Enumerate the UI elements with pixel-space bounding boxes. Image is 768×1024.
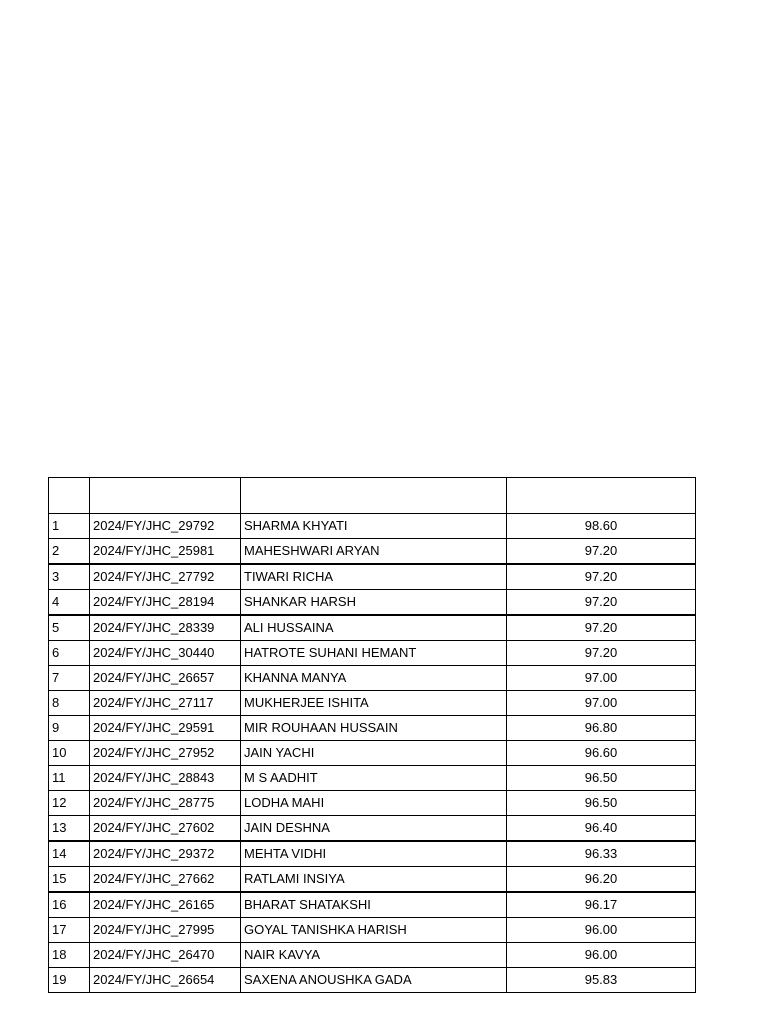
cell-sno: 1 — [49, 514, 90, 539]
cell-score: 98.60 — [507, 514, 696, 539]
cell-sno: 9 — [49, 716, 90, 741]
table-row — [49, 641, 696, 666]
cell-score: 96.60 — [507, 741, 696, 766]
cell-registration: 2024/FY/JHC_27952 — [90, 741, 241, 766]
cell-sno: 10 — [49, 741, 90, 766]
table-header — [49, 478, 696, 514]
cell-score: 97.20 — [507, 641, 696, 666]
cell-score: 97.20 — [507, 590, 696, 616]
table-row — [49, 564, 696, 590]
cell-registration: 2024/FY/JHC_26165 — [90, 892, 241, 918]
table-row — [49, 968, 696, 993]
cell-sno: 7 — [49, 666, 90, 691]
cell-sno: 15 — [49, 867, 90, 893]
cell-registration: 2024/FY/JHC_28843 — [90, 766, 241, 791]
cell-sno: 18 — [49, 943, 90, 968]
table-row — [49, 514, 696, 539]
cell-sno: 13 — [49, 816, 90, 842]
cell-score: 96.33 — [507, 841, 696, 867]
cell-name: NAIR KAVYA — [241, 943, 507, 968]
cell-registration: 2024/FY/JHC_26657 — [90, 666, 241, 691]
results-table — [48, 477, 696, 993]
cell-name: MIR ROUHAAN HUSSAIN — [241, 716, 507, 741]
cell-score: 96.50 — [507, 791, 696, 816]
table-row — [49, 766, 696, 791]
cell-name: HATROTE SUHANI HEMANT — [241, 641, 507, 666]
cell-score: 96.20 — [507, 867, 696, 893]
cell-sno: 11 — [49, 766, 90, 791]
cell-name: KHANNA MANYA — [241, 666, 507, 691]
table-row — [49, 539, 696, 565]
table-row — [49, 816, 696, 842]
cell-score: 97.20 — [507, 539, 696, 565]
table-row — [49, 943, 696, 968]
cell-score: 97.00 — [507, 691, 696, 716]
cell-registration: 2024/FY/JHC_30440 — [90, 641, 241, 666]
cell-name: SHARMA KHYATI — [241, 514, 507, 539]
cell-registration: 2024/FY/JHC_26654 — [90, 968, 241, 993]
cell-sno: 16 — [49, 892, 90, 918]
table-row — [49, 666, 696, 691]
table-row — [49, 791, 696, 816]
cell-sno: 6 — [49, 641, 90, 666]
table-row — [49, 615, 696, 641]
header-cell-registration — [90, 478, 241, 514]
cell-score: 96.80 — [507, 716, 696, 741]
table-row — [49, 741, 696, 766]
table-row — [49, 892, 696, 918]
cell-score: 96.17 — [507, 892, 696, 918]
cell-score: 97.20 — [507, 564, 696, 590]
cell-name: TIWARI RICHA — [241, 564, 507, 590]
header-cell-name — [241, 478, 507, 514]
cell-registration: 2024/FY/JHC_27995 — [90, 918, 241, 943]
cell-registration: 2024/FY/JHC_28194 — [90, 590, 241, 616]
cell-registration: 2024/FY/JHC_27792 — [90, 564, 241, 590]
header-row — [49, 478, 696, 514]
cell-registration: 2024/FY/JHC_29372 — [90, 841, 241, 867]
cell-sno: 8 — [49, 691, 90, 716]
cell-sno: 2 — [49, 539, 90, 565]
cell-sno: 5 — [49, 615, 90, 641]
cell-score: 96.50 — [507, 766, 696, 791]
cell-name: SHANKAR HARSH — [241, 590, 507, 616]
table-row — [49, 691, 696, 716]
cell-name: ALI HUSSAINA — [241, 615, 507, 641]
cell-score: 95.83 — [507, 968, 696, 993]
cell-score: 96.40 — [507, 816, 696, 842]
cell-registration: 2024/FY/JHC_28775 — [90, 791, 241, 816]
cell-sno: 12 — [49, 791, 90, 816]
cell-registration: 2024/FY/JHC_27602 — [90, 816, 241, 842]
table-row — [49, 918, 696, 943]
cell-name: LODHA MAHI — [241, 791, 507, 816]
header-cell-sno — [49, 478, 90, 514]
cell-sno: 17 — [49, 918, 90, 943]
cell-score: 97.20 — [507, 615, 696, 641]
cell-registration: 2024/FY/JHC_29591 — [90, 716, 241, 741]
cell-score: 96.00 — [507, 943, 696, 968]
table-body — [49, 514, 696, 993]
cell-name: BHARAT SHATAKSHI — [241, 892, 507, 918]
cell-name: JAIN YACHI — [241, 741, 507, 766]
table-row — [49, 841, 696, 867]
cell-registration: 2024/FY/JHC_26470 — [90, 943, 241, 968]
cell-name: GOYAL TANISHKA HARISH — [241, 918, 507, 943]
cell-name: JAIN DESHNA — [241, 816, 507, 842]
cell-registration: 2024/FY/JHC_29792 — [90, 514, 241, 539]
cell-name: SAXENA ANOUSHKA GADA — [241, 968, 507, 993]
cell-name: MEHTA VIDHI — [241, 841, 507, 867]
cell-name: RATLAMI INSIYA — [241, 867, 507, 893]
table-row — [49, 590, 696, 616]
cell-score: 97.00 — [507, 666, 696, 691]
cell-registration: 2024/FY/JHC_25981 — [90, 539, 241, 565]
cell-sno: 19 — [49, 968, 90, 993]
cell-registration: 2024/FY/JHC_27662 — [90, 867, 241, 893]
cell-sno: 3 — [49, 564, 90, 590]
cell-name: M S AADHIT — [241, 766, 507, 791]
cell-registration: 2024/FY/JHC_27117 — [90, 691, 241, 716]
cell-name: MUKHERJEE ISHITA — [241, 691, 507, 716]
cell-sno: 14 — [49, 841, 90, 867]
cell-registration: 2024/FY/JHC_28339 — [90, 615, 241, 641]
cell-sno: 4 — [49, 590, 90, 616]
cell-name: MAHESHWARI ARYAN — [241, 539, 507, 565]
table-row — [49, 716, 696, 741]
header-cell-score — [507, 478, 696, 514]
cell-score: 96.00 — [507, 918, 696, 943]
table-row — [49, 867, 696, 893]
